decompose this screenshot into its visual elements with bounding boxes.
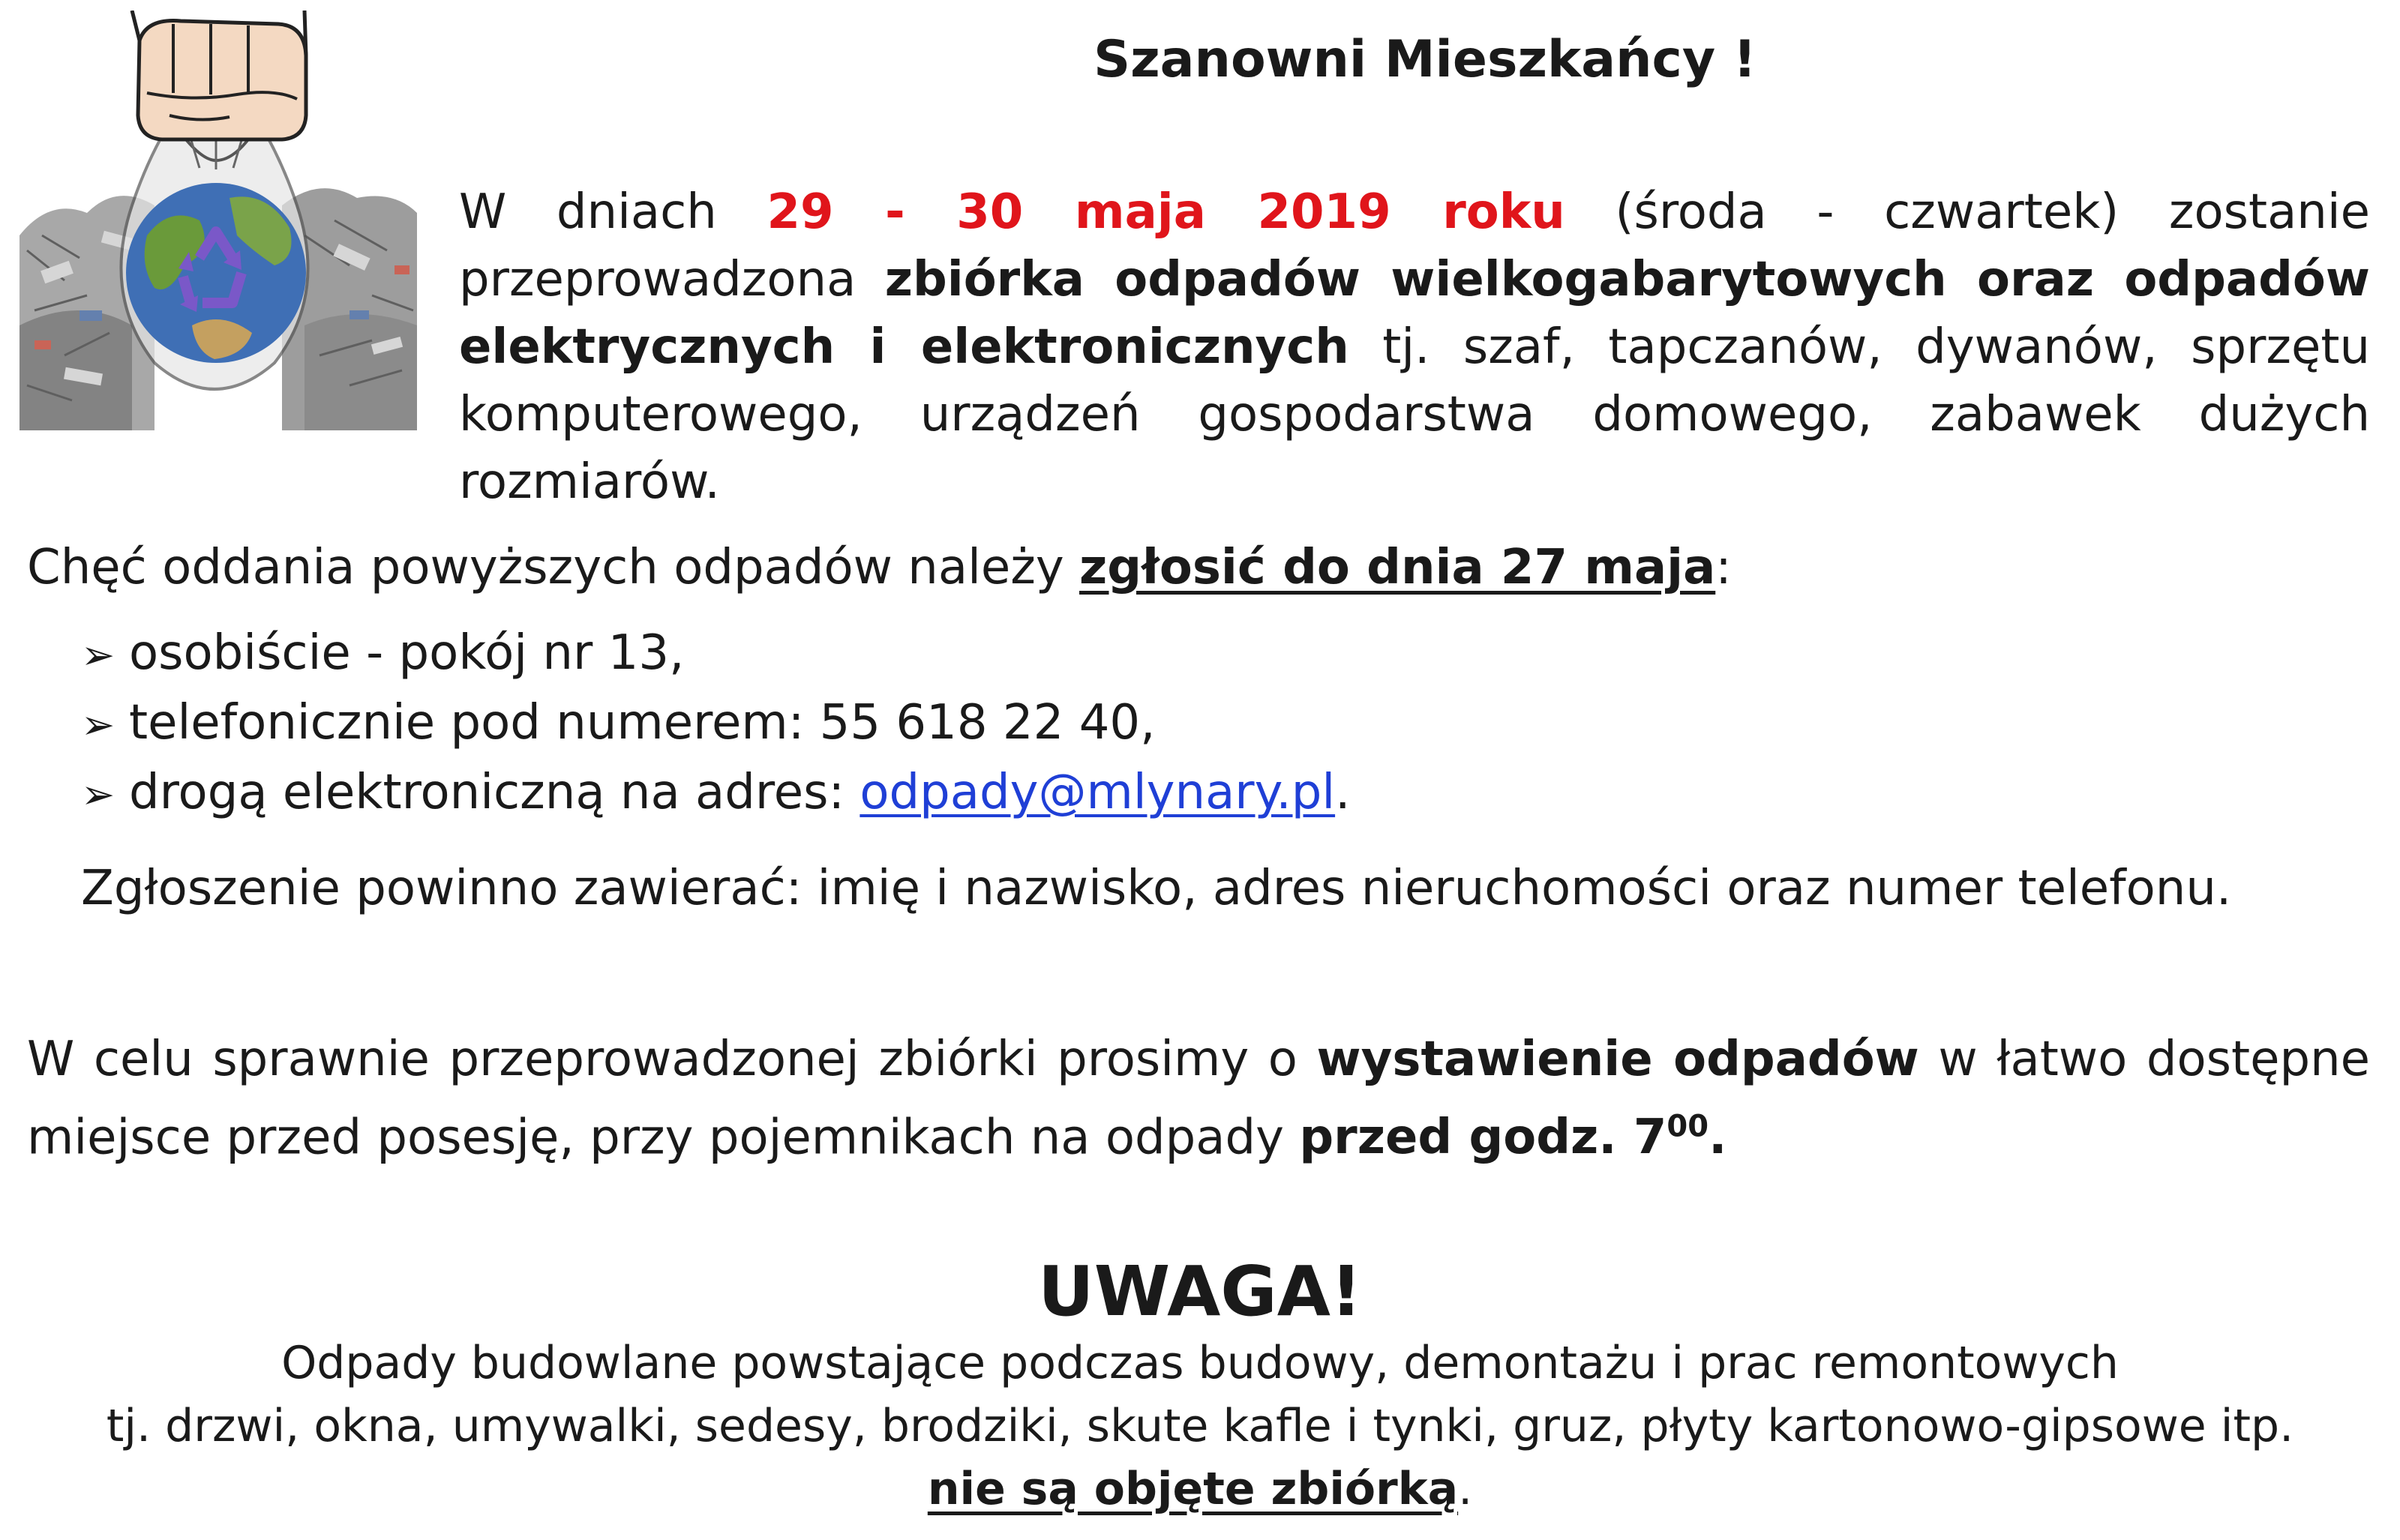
purpose-emphasis: wystawienie odpadów — [1316, 1032, 1919, 1087]
arrow-bullet-icon: ➢ — [81, 631, 116, 679]
warning-line-3: nie są objęte zbiórką — [927, 1463, 1459, 1515]
requirements-paragraph: Zgłoszenie powinno zawierać: imię i nazwisko, adres nieruchomości oraz numer telefonu. — [81, 861, 2232, 916]
collection-days: (środa - czwartek) zostanie przeprowadzona — [459, 184, 2371, 307]
purpose-paragraph — [27, 1026, 2370, 1171]
purpose-time — [1299, 1110, 1726, 1165]
contact-phone: telefonicznie pod numerem: 55 618 22 40, — [129, 695, 1156, 751]
arrow-bullet-icon: ➢ — [81, 771, 116, 818]
purpose-time-text: przed godz. 7 — [1299, 1110, 1667, 1166]
contact-in-person: osobiście - pokój nr 13, — [129, 625, 685, 681]
email-link[interactable]: odpady@mlynary.pl — [860, 765, 1336, 820]
purpose-end: . — [1708, 1110, 1727, 1166]
notify-lead: Chęć oddania powyższych odpadów należy — [27, 540, 1064, 595]
intro-lead: W dniach — [459, 184, 717, 240]
collection-dates: 29 - 30 maja 2019 roku — [766, 184, 1565, 240]
list-item — [81, 689, 1350, 759]
contact-list — [81, 619, 1350, 828]
collection-items: tj. szaf, tapczanów, dywanów, sprzętu komputerowego, urządzeń gospodarstwa domowego, zabawek dużych rozmiarów. — [459, 319, 2371, 510]
contact-email-end: . — [1335, 765, 1351, 820]
purpose-time-sup: 00 — [1666, 1110, 1709, 1144]
intro-paragraph — [459, 178, 2370, 516]
notify-deadline: zgłosić do dnia 27 maja — [1079, 540, 1716, 595]
arrow-bullet-icon: ➢ — [81, 701, 116, 748]
list-item — [81, 619, 1350, 689]
warning-line-2: tj. drzwi, okna, umywalki, sedesy, brodziki, skute kafle i tynki, gruz, płyty kartonowo-gipsowe itp. — [106, 1400, 2294, 1452]
notify-paragraph — [27, 534, 2370, 601]
warning-line-3-wrap — [0, 1458, 2400, 1521]
warning-line-1: Odpady budowlane powstające podczas budowy, demontażu i prac remontowych — [281, 1337, 2119, 1389]
warning-note — [0, 1332, 2400, 1521]
warning-line-3-end: . — [1458, 1463, 1473, 1515]
purpose-lead: W celu sprawnie przeprowadzonej zbiórki prosimy o — [27, 1032, 1298, 1087]
notify-colon: : — [1715, 540, 1732, 595]
purpose-middle: w łatwo dostępne miejsce przed posesję, przy pojemnikach na odpady — [27, 1032, 2371, 1166]
contact-email-label: drogą elektroniczną na adres: — [129, 765, 845, 820]
page-title: Szanowni Mieszkańcy ! — [1094, 30, 1756, 89]
hand-holding-globe-bag-recycling-icon — [20, 10, 417, 430]
collection-type: zbiórka odpadów wielkogabarytowych oraz odpadów elektrycznych i elektronicznych — [459, 252, 2371, 375]
list-item — [81, 759, 1350, 828]
warning-title: UWAGA! — [1038, 1251, 1362, 1332]
